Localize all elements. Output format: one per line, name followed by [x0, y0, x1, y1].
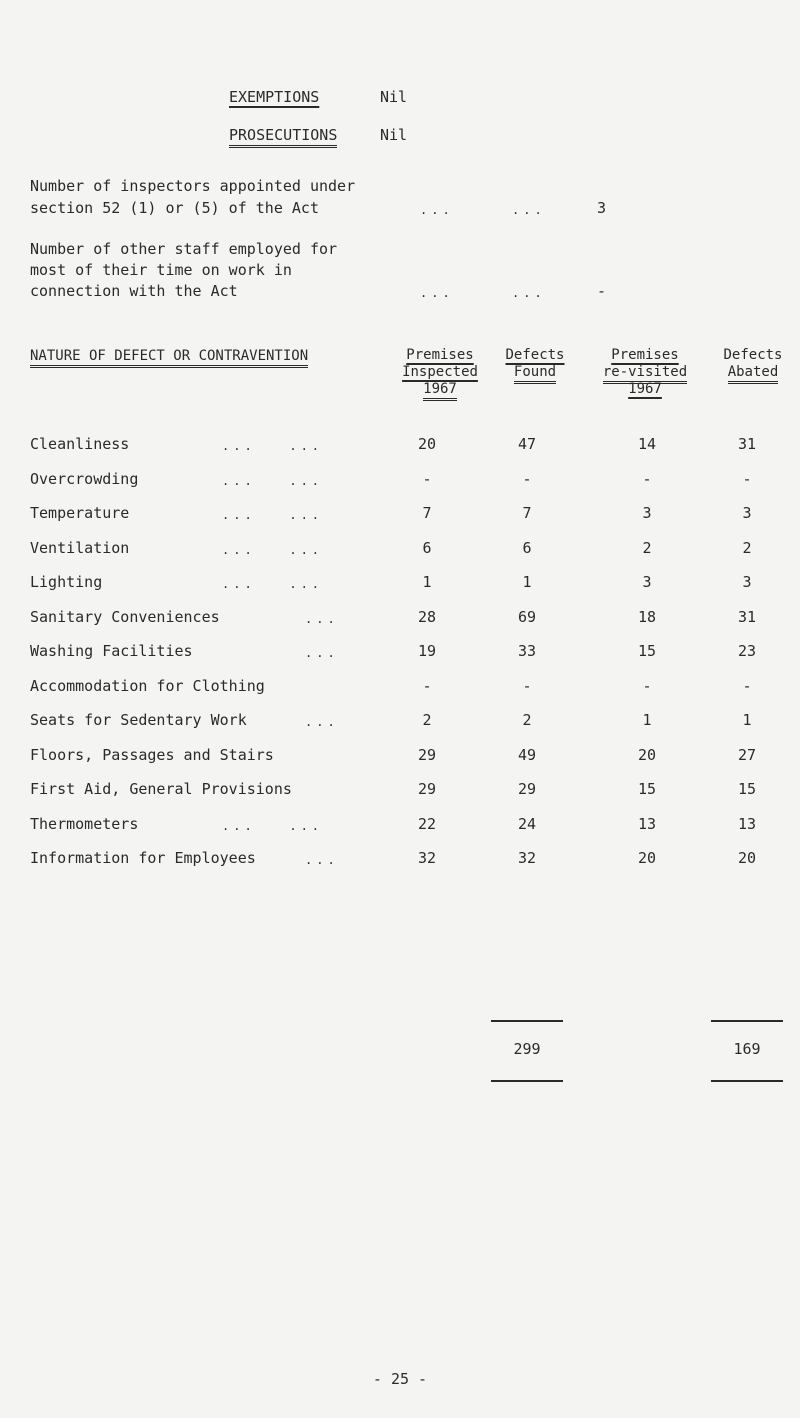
- cell-found: 29: [517, 780, 537, 798]
- cell-revisited: 13: [637, 815, 657, 833]
- cell-abated: 15: [737, 780, 757, 798]
- row-label: Overcrowding: [30, 470, 139, 488]
- other-staff-text-line3: connection with the Act: [30, 282, 238, 300]
- leader-dots: ... ...: [222, 474, 324, 488]
- cell-revisited: -: [642, 470, 652, 488]
- cell-revisited: 20: [637, 746, 657, 764]
- col-header-premises-inspected: [385, 347, 495, 398]
- total-rule-bottom: [491, 1080, 563, 1082]
- leader-dots: ... ...: [222, 543, 324, 557]
- col-header-text: Inspected: [402, 364, 478, 380]
- other-staff-text-line2: most of their time on work in: [30, 261, 292, 279]
- cell-inspected: 20: [417, 435, 437, 453]
- prosecutions-label: PROSECUTIONS: [229, 126, 337, 148]
- leader-dots: ... ...: [222, 439, 324, 453]
- row-label: Sanitary Conveniences: [30, 608, 220, 626]
- col-header-defects-abated: [708, 347, 798, 381]
- exemptions-value: Nil: [380, 88, 408, 106]
- row-label: Lighting: [30, 573, 103, 591]
- cell-found: 49: [517, 746, 537, 764]
- row-label: Ventilation: [30, 539, 130, 557]
- cell-inspected: 6: [422, 539, 432, 557]
- row-label: Information for Employees: [30, 849, 256, 867]
- col-header-text: Defects: [505, 347, 565, 363]
- cell-found: -: [522, 470, 532, 488]
- col-header-line: [585, 364, 705, 381]
- col-header-text: Premises: [611, 347, 679, 363]
- cell-revisited: 3: [642, 504, 652, 522]
- cell-abated: 13: [737, 815, 757, 833]
- cell-revisited: 1: [642, 711, 652, 729]
- cell-abated: 3: [742, 504, 752, 522]
- table-title: NATURE OF DEFECT OR CONTRAVENTION: [30, 348, 308, 368]
- cell-abated: 3: [742, 573, 752, 591]
- cell-revisited: -: [642, 677, 652, 695]
- cell-abated: 23: [737, 642, 757, 660]
- inspectors-text-line2: section 52 (1) or (5) of the Act: [30, 199, 319, 217]
- cell-inspected: 29: [417, 780, 437, 798]
- leader-dots: ... ...: [222, 819, 324, 833]
- col-header-text: Premises: [406, 347, 474, 363]
- total-defects-found: 299: [513, 1040, 541, 1058]
- col-header-text: Abated: [728, 364, 779, 384]
- leader-dots: ...: [420, 286, 454, 300]
- leader-dots: ...: [512, 203, 546, 217]
- total-defects-abated: 169: [733, 1040, 761, 1058]
- cell-abated: 2: [742, 539, 752, 557]
- leader-dots: ...: [305, 646, 339, 660]
- cell-found: 6: [522, 539, 532, 557]
- total-rule-top: [711, 1020, 783, 1022]
- row-label: Temperature: [30, 504, 130, 522]
- col-header-line: [385, 364, 495, 381]
- other-staff-value: -: [597, 282, 607, 300]
- cell-inspected: 22: [417, 815, 437, 833]
- cell-found: 1: [522, 573, 532, 591]
- cell-inspected: 32: [417, 849, 437, 867]
- col-header-text: 1967: [628, 381, 662, 397]
- cell-found: -: [522, 677, 532, 695]
- col-header-line: [385, 381, 495, 398]
- leader-dots: ...: [420, 203, 454, 217]
- cell-revisited: 2: [642, 539, 652, 557]
- cell-revisited: 14: [637, 435, 657, 453]
- cell-revisited: 18: [637, 608, 657, 626]
- cell-found: 7: [522, 504, 532, 522]
- col-header-defects-found: [485, 347, 585, 381]
- inspectors-text-line1: Number of inspectors appointed under: [30, 177, 356, 195]
- cell-found: 32: [517, 849, 537, 867]
- cell-inspected: 7: [422, 504, 432, 522]
- cell-abated: 1: [742, 711, 752, 729]
- col-header-text: re-visited: [603, 364, 687, 384]
- col-header-line: [385, 347, 495, 364]
- row-label: Accommodation for Clothing: [30, 677, 265, 695]
- row-label: Cleanliness: [30, 435, 130, 453]
- cell-revisited: 20: [637, 849, 657, 867]
- col-header-line: [485, 347, 585, 364]
- col-header-line: [485, 364, 585, 381]
- cell-inspected: -: [422, 470, 432, 488]
- cell-abated: 31: [737, 435, 757, 453]
- cell-revisited: 15: [637, 642, 657, 660]
- row-label: Seats for Sedentary Work: [30, 711, 247, 729]
- cell-abated: 20: [737, 849, 757, 867]
- leader-dots: ...: [512, 286, 546, 300]
- leader-dots: ... ...: [222, 508, 324, 522]
- col-header-line: [585, 347, 705, 364]
- exemptions-label: EXEMPTIONS: [229, 88, 320, 106]
- col-header-text: 1967: [423, 381, 457, 401]
- leader-dots: ...: [305, 612, 339, 626]
- leader-dots: ... ...: [222, 577, 324, 591]
- cell-revisited: 3: [642, 573, 652, 591]
- cell-found: 69: [517, 608, 537, 626]
- total-rule-top: [491, 1020, 563, 1022]
- leader-dots: ...: [305, 715, 339, 729]
- cell-abated: -: [742, 470, 752, 488]
- cell-abated: 27: [737, 746, 757, 764]
- cell-abated: 31: [737, 608, 757, 626]
- cell-inspected: 28: [417, 608, 437, 626]
- cell-found: 2: [522, 711, 532, 729]
- cell-abated: -: [742, 677, 752, 695]
- prosecutions-value: Nil: [380, 126, 408, 144]
- page-number: - 25 -: [372, 1370, 428, 1388]
- row-label: Thermometers: [30, 815, 139, 833]
- cell-found: 24: [517, 815, 537, 833]
- cell-inspected: 29: [417, 746, 437, 764]
- row-label: Washing Facilities: [30, 642, 193, 660]
- total-rule-bottom: [711, 1080, 783, 1082]
- cell-inspected: 19: [417, 642, 437, 660]
- row-label: Floors, Passages and Stairs: [30, 746, 274, 764]
- row-label: First Aid, General Provisions: [30, 780, 292, 798]
- leader-dots: ...: [305, 853, 339, 867]
- other-staff-text-line1: Number of other staff employed for: [30, 240, 338, 258]
- cell-found: 33: [517, 642, 537, 660]
- col-header-premises-revisited: [585, 347, 705, 398]
- cell-inspected: 1: [422, 573, 432, 591]
- col-header-line: [708, 364, 798, 381]
- inspectors-value: 3: [597, 199, 607, 217]
- col-header-text: Found: [514, 364, 556, 384]
- cell-inspected: -: [422, 677, 432, 695]
- cell-inspected: 2: [422, 711, 432, 729]
- cell-revisited: 15: [637, 780, 657, 798]
- cell-found: 47: [517, 435, 537, 453]
- col-header-text: Defects: [723, 347, 783, 363]
- col-header-line: [708, 347, 798, 364]
